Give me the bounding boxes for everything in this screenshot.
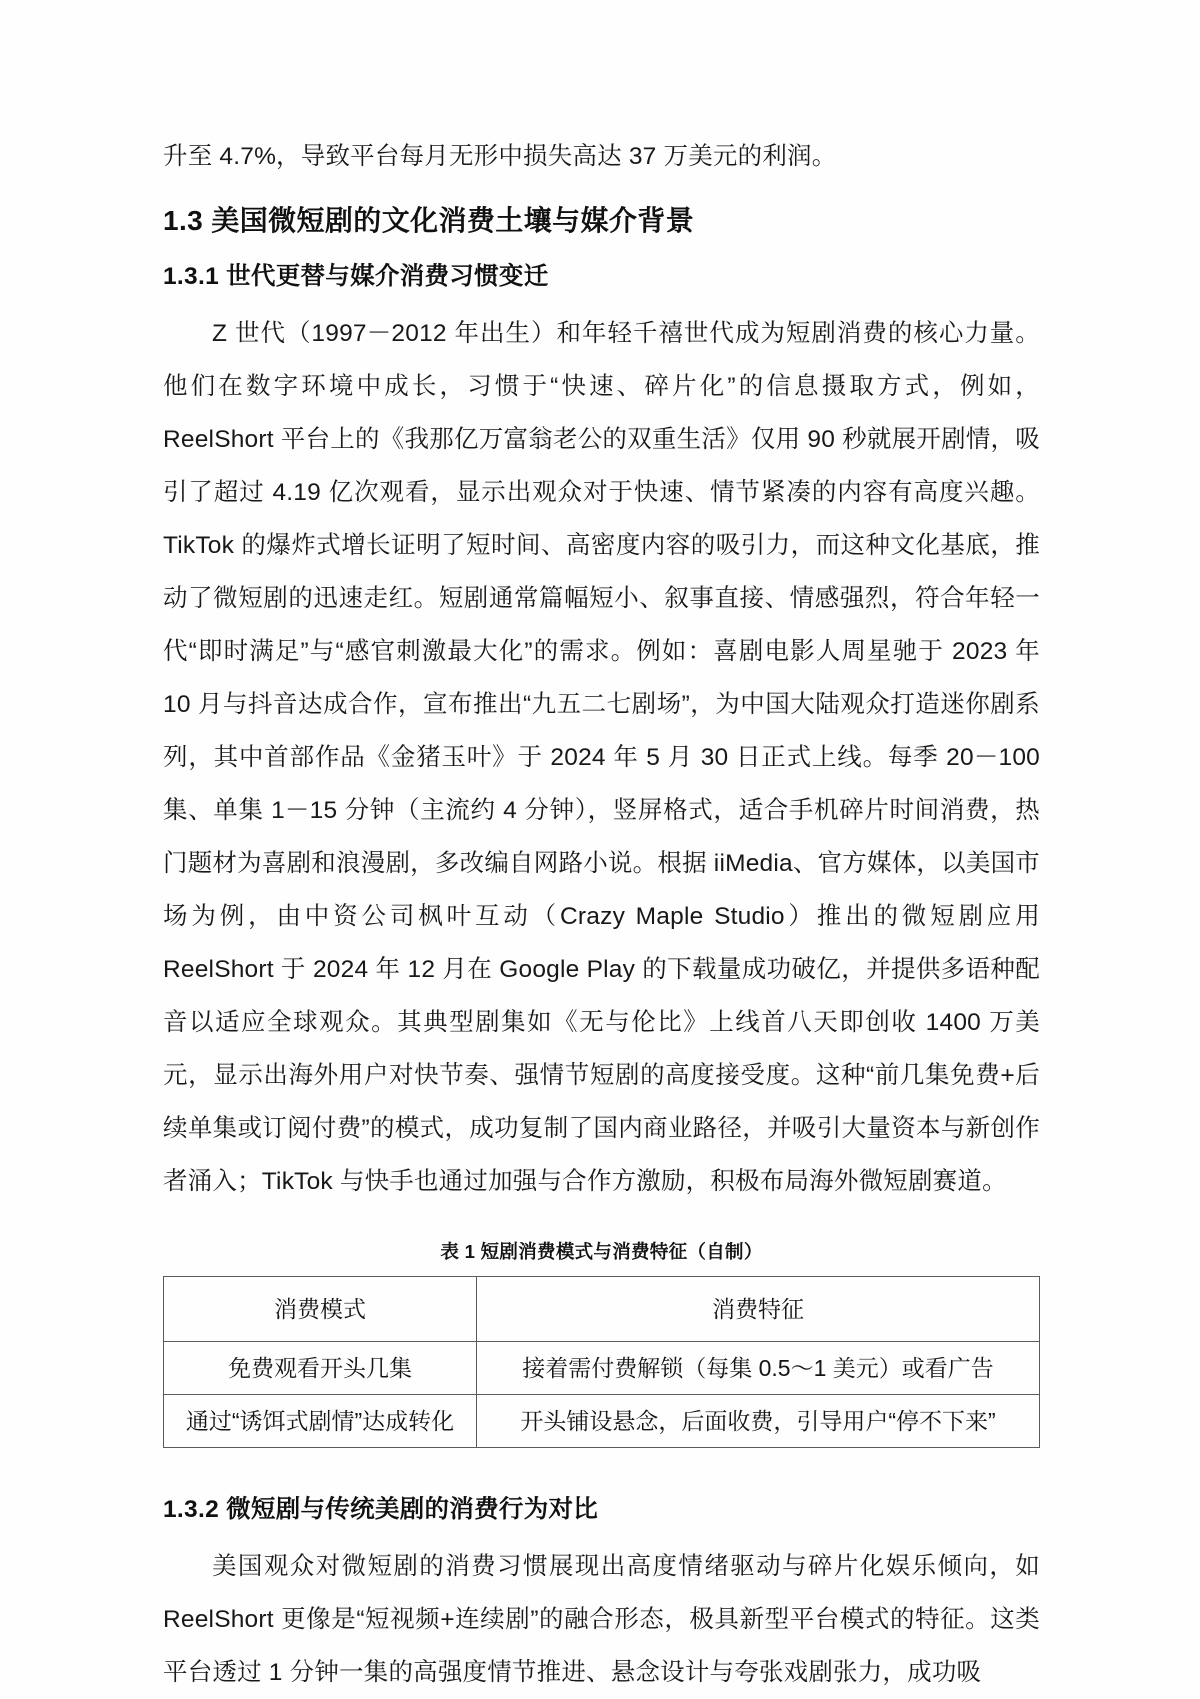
subsection-heading-1-3-2: 1.3.2 微短剧与传统美剧的消费行为对比 (163, 1496, 599, 1523)
table-caption: 表 1 短剧消费模式与消费特征（自制） (440, 1241, 763, 1262)
table-cell-mode: 通过“诱饵式剧情”达成转化 (164, 1395, 477, 1448)
table-cell-mode: 免费观看开头几集 (164, 1342, 477, 1395)
continuation-paragraph: 升至 4.7%，导致平台每月无形中损失高达 37 万美元的利润。 (163, 143, 837, 170)
table-cell-feature: 开头铺设悬念，后面收费，引导用户“停不下来” (477, 1395, 1040, 1448)
section-heading-1-3: 1.3 美国微短剧的文化消费土壤与媒介背景 (163, 205, 695, 236)
table-row (164, 1342, 1040, 1395)
table-row (164, 1395, 1040, 1448)
body-paragraph-1-3-1: Z 世代（1997－2012 年出生）和年轻千禧世代成为短剧消费的核心力量。他们在数字环境中成长，习惯于“快速、碎片化”的信息摄取方式，例如，ReelShort 平台上的《我那亿万富翁老公的双重生活》仅用 90 秒就展开剧情，吸引了超过 4.19 亿次观看，显示出观众对于快速、情节紧凑的内容有高度兴趣。TikTok 的爆炸式增长证明了短时间、高密度内容的吸引力，而这种文化基底，推动了微短剧的迅速走红。短剧通常篇幅短小、叙事直接、情感强烈，符合年轻一代“即时满足”与“感官刺激最大化”的需求。例如：喜剧电影人周星驰于 2023 年 10 月与抖音达成合作，宣布推出“九五二七剧场”，为中国大陆观众打造迷你剧系列，其中首部作品《金猪玉叶》于 2024 年 5 月 30 日正式上线。每季 20－100 集、单集 1－15 分钟（主流约 4 分钟），竖屏格式，适合手机碎片时间消费，热门题材为喜剧和浪漫剧，多改编自网路小说。根据 iiMedia、官方媒体，以美国市场为例，由中资公司枫叶互动（Crazy Maple Studio）推出的微短剧应用 ReelShort 于 2024 年 12 月在 Google Play 的下载量成功破亿，并提供多语种配音以适应全球观众。其典型剧集如《无与伦比》上线首八天即创收 1400 万美元，显示出海外用户对快节奏、强情节短剧的高度接受度。这种“前几集免费+后续单集或订阅付费”的模式，成功复制了国内商业路径，并吸引大量资本与新创作者涌入；TikTok 与快手也通过加强与合作方激励，积极布局海外微短剧赛道。 (163, 320, 1040, 1195)
subsection-heading-1-3-1: 1.3.1 世代更替与媒介消费习惯变迁 (163, 263, 549, 290)
table-header-row (164, 1277, 1040, 1342)
table-header-consumption-mode: 消费模式 (164, 1277, 477, 1342)
table-header-consumption-feature: 消费特征 (477, 1277, 1040, 1342)
table-cell-feature: 接着需付费解锁（每集 0.5～1 美元）或看广告 (477, 1342, 1040, 1395)
body-paragraph-1-3-2: 美国观众对微短剧的消费习惯展现出高度情绪驱动与碎片化娱乐倾向，如 ReelShort 更像是“短视频+连续剧”的融合形态，极具新型平台模式的特征。这类平台透过 1 分钟一集的高强度情节推进、悬念设计与夸张戏剧张力，成功吸 (163, 1553, 1040, 1686)
consumption-mode-table (163, 1276, 1040, 1448)
